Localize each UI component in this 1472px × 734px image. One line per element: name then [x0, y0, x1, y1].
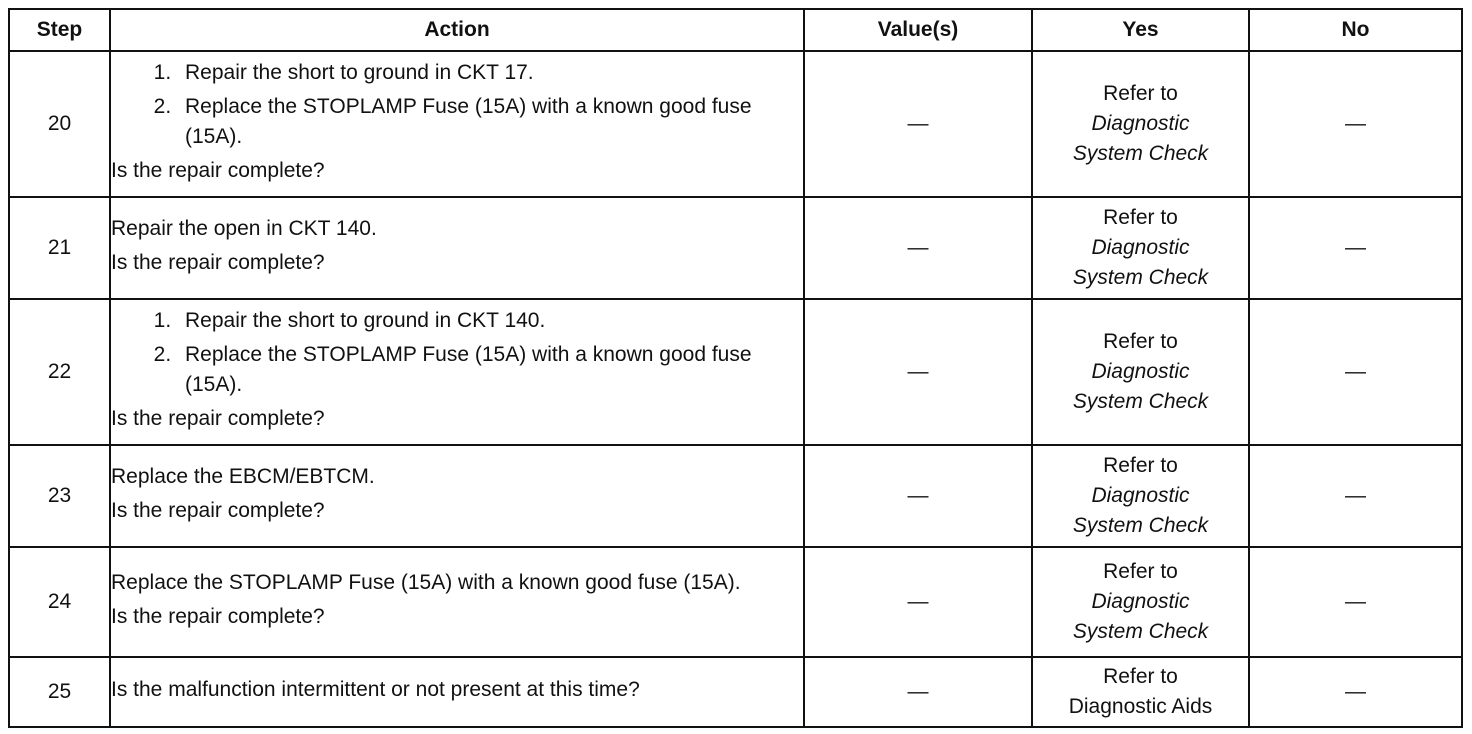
yes-refer: Refer to: [1103, 560, 1178, 583]
value-cell: —: [804, 51, 1032, 197]
action-line: Replace the EBCM/EBTCM.: [111, 465, 375, 488]
table-row: [9, 51, 1462, 197]
action-step: 1. Repair the short to ground in CKT 140.: [177, 306, 803, 336]
yes-link-line: System Check: [1072, 266, 1209, 289]
yes-refer: Refer to: [1103, 82, 1178, 105]
action-cell: [110, 197, 804, 299]
yes-link-line: Diagnostic Aids: [1068, 695, 1213, 718]
yes-cell: [1032, 445, 1249, 547]
action-cell: [110, 299, 804, 445]
action-line: Repair the open in CKT 140.: [111, 217, 377, 240]
yes-link-line: System Check: [1072, 620, 1209, 643]
step-number: 25: [9, 657, 110, 727]
yes-cell: [1032, 51, 1249, 197]
action-question: Is the repair complete?: [111, 407, 325, 430]
diagnostic-table: [8, 8, 1463, 728]
yes-refer: Refer to: [1103, 454, 1178, 477]
action-cell: [110, 547, 804, 657]
action-cell: [110, 51, 804, 197]
value-cell: —: [804, 445, 1032, 547]
no-cell: —: [1249, 445, 1462, 547]
action-step: 1. Repair the short to ground in CKT 17.: [177, 58, 803, 88]
action-steps: [111, 58, 803, 152]
table-row: [9, 547, 1462, 657]
action-cell: [110, 657, 804, 727]
header-row: [9, 9, 1462, 51]
action-question: Is the repair complete?: [111, 251, 325, 274]
table-row: [9, 657, 1462, 727]
action-step: 2. Replace the STOPLAMP Fuse (15A) with a known good fuse (15A).: [177, 92, 803, 152]
value-cell: —: [804, 197, 1032, 299]
no-cell: —: [1249, 547, 1462, 657]
step-number: 21: [9, 197, 110, 299]
yes-cell: [1032, 197, 1249, 299]
action-steps: [111, 306, 803, 400]
no-cell: —: [1249, 299, 1462, 445]
header-action: Action: [110, 9, 804, 51]
yes-cell: [1032, 657, 1249, 727]
header-step: Step: [9, 9, 110, 51]
no-cell: —: [1249, 51, 1462, 197]
yes-cell: [1032, 547, 1249, 657]
action-line: Replace the STOPLAMP Fuse (15A) with a known good fuse (15A).: [111, 571, 741, 594]
table-row: [9, 299, 1462, 445]
action-question: Is the repair complete?: [111, 605, 325, 628]
yes-link-line: Diagnostic: [1091, 590, 1190, 613]
table-row: [9, 445, 1462, 547]
yes-link-line: Diagnostic: [1091, 484, 1190, 507]
value-cell: —: [804, 299, 1032, 445]
step-number: 24: [9, 547, 110, 657]
yes-link-line: Diagnostic: [1091, 360, 1190, 383]
action-question: Is the malfunction intermittent or not present at this time?: [111, 678, 640, 701]
yes-refer: Refer to: [1103, 330, 1178, 353]
yes-refer: Refer to: [1103, 206, 1178, 229]
step-number: 22: [9, 299, 110, 445]
no-cell: —: [1249, 197, 1462, 299]
step-number: 20: [9, 51, 110, 197]
yes-refer: Refer to: [1103, 665, 1178, 688]
yes-link-line: System Check: [1072, 514, 1209, 537]
header-values: Value(s): [804, 9, 1032, 51]
header-no: No: [1249, 9, 1462, 51]
header-yes: Yes: [1032, 9, 1249, 51]
step-number: 23: [9, 445, 110, 547]
action-question: Is the repair complete?: [111, 499, 325, 522]
action-cell: [110, 445, 804, 547]
value-cell: —: [804, 547, 1032, 657]
yes-link-line: Diagnostic: [1091, 236, 1190, 259]
yes-link-line: Diagnostic: [1091, 112, 1190, 135]
yes-cell: [1032, 299, 1249, 445]
table-row: [9, 197, 1462, 299]
yes-link-line: System Check: [1072, 390, 1209, 413]
action-question: Is the repair complete?: [111, 159, 325, 182]
action-step: 2. Replace the STOPLAMP Fuse (15A) with a known good fuse (15A).: [177, 340, 803, 400]
value-cell: —: [804, 657, 1032, 727]
no-cell: —: [1249, 657, 1462, 727]
yes-link-line: System Check: [1072, 142, 1209, 165]
